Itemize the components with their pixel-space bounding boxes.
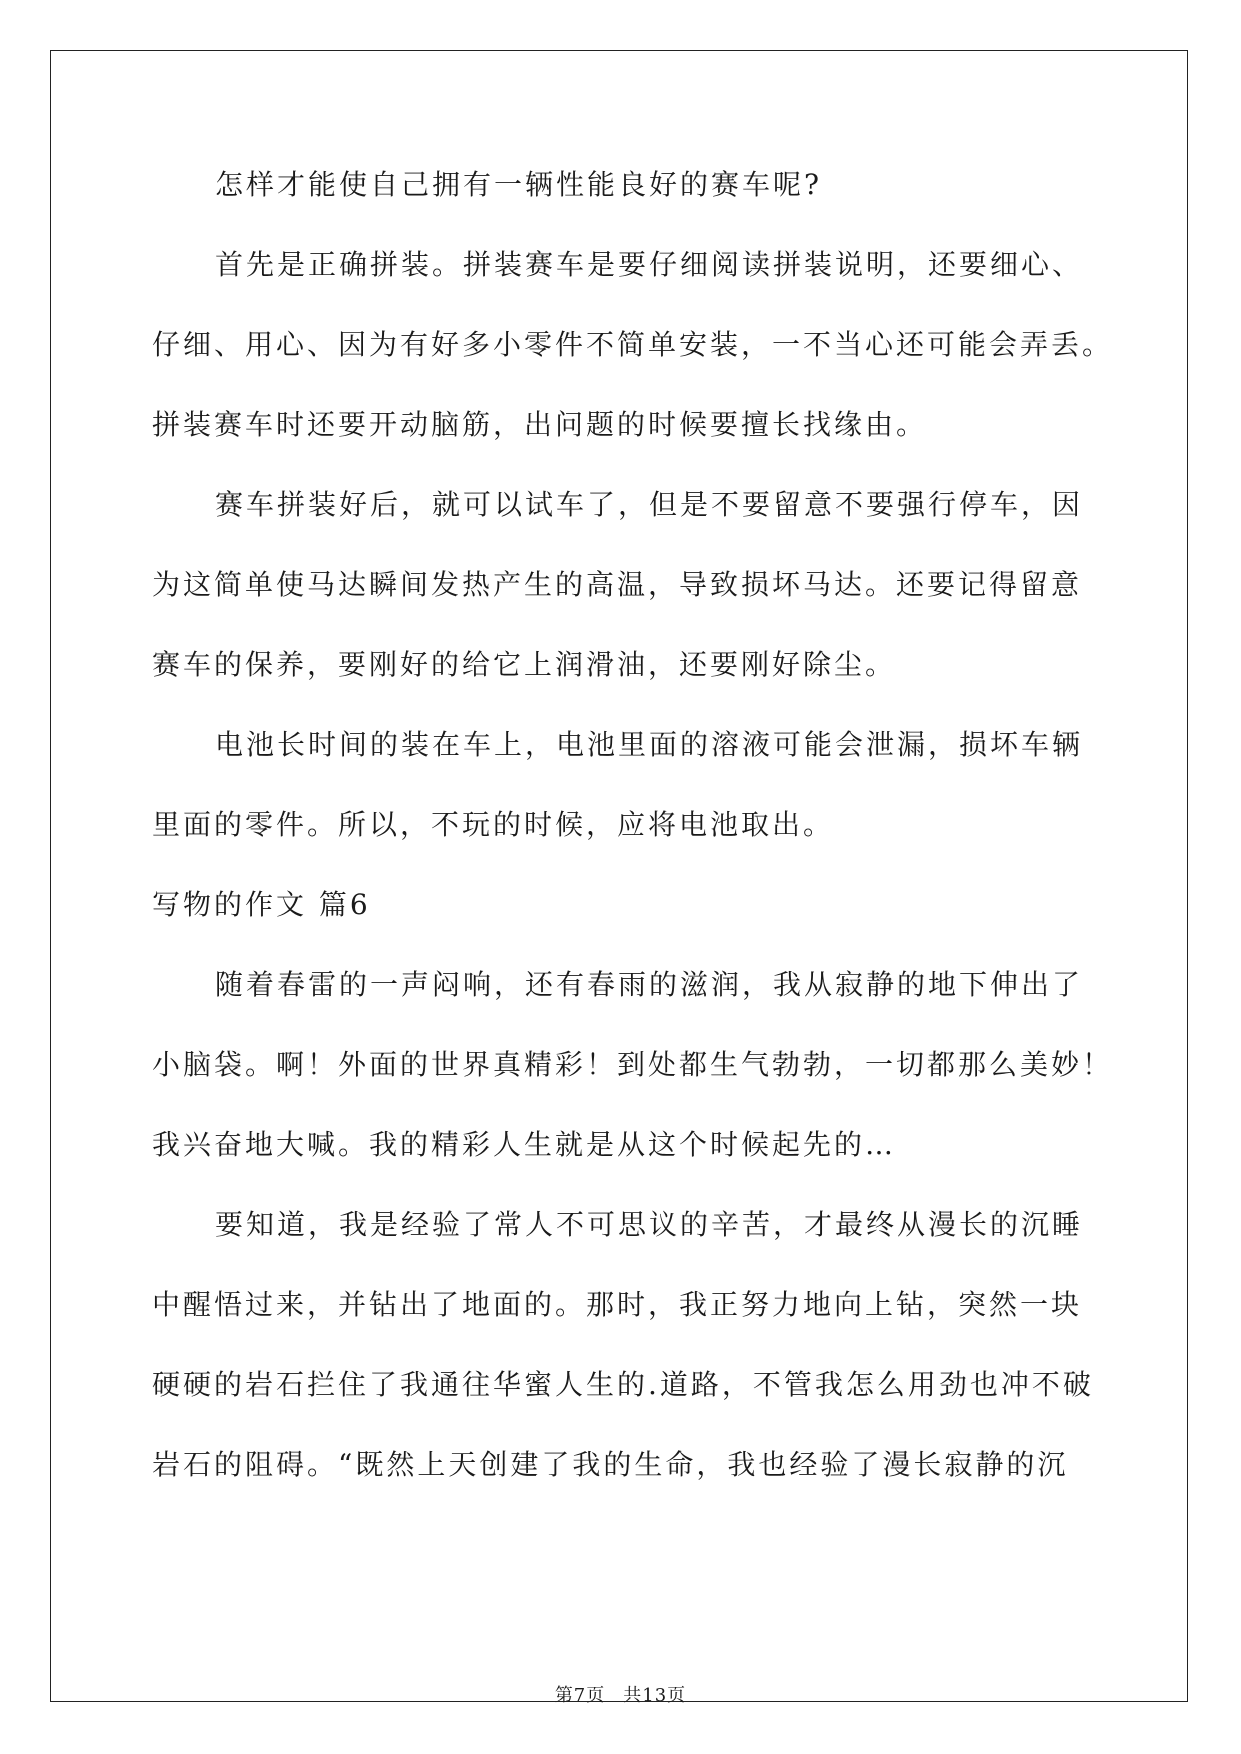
- text-line: 赛车的保养，要刚好的给它上润滑油，还要刚好除尘。: [152, 648, 897, 681]
- text-line: 中醒悟过来，并钻出了地面的。那时，我正努力地向上钻，突然一块: [152, 1288, 1083, 1321]
- text-line: 拼装赛车时还要开动脑筋，出问题的时候要擅长找缘由。: [152, 408, 928, 441]
- text-line: 仔细、用心、因为有好多小零件不简单安装，一不当心还可能会弄丢。: [152, 328, 1114, 361]
- text-line: 首先是正确拼装。拼装赛车是要仔细阅读拼装说明，还要细心、: [215, 248, 1084, 281]
- page-number: 第7页: [554, 1685, 606, 1706]
- text-line: 为这简单使马达瞬间发热产生的高温，导致损坏马达。还要记得留意: [152, 568, 1083, 601]
- section-heading: 写物的作文 篇6: [152, 888, 371, 921]
- text-line: 赛车拼装好后，就可以试车了，但是不要留意不要强行停车，因: [215, 488, 1084, 521]
- text-line: 里面的零件。所以，不玩的时候，应将电池取出。: [152, 808, 835, 841]
- text-line: 硬硬的岩石拦住了我通往华蜜人生的.道路，不管我怎么用劲也冲不破: [152, 1368, 1094, 1401]
- text-line: 怎样才能使自己拥有一辆性能良好的赛车呢?: [215, 168, 823, 201]
- text-line: 我兴奋地大喊。我的精彩人生就是从这个时候起先的…: [152, 1128, 897, 1161]
- text-line: 岩石的阻碍。“既然上天创建了我的生命，我也经验了漫长寂静的沉: [152, 1448, 1069, 1481]
- text-line: 小脑袋。啊！外面的世界真精彩！到处都生气勃勃，一切都那么美妙！: [152, 1048, 1114, 1081]
- page-footer: [0, 1681, 1241, 1707]
- page-total: 共13页: [623, 1685, 687, 1706]
- text-line: 要知道，我是经验了常人不可思议的辛苦，才最终从漫长的沉睡: [215, 1208, 1084, 1241]
- text-line: 电池长时间的装在车上，电池里面的溶液可能会泄漏，损坏车辆: [215, 728, 1084, 761]
- text-line: 随着春雷的一声闷响，还有春雨的滋润，我从寂静的地下伸出了: [215, 968, 1084, 1001]
